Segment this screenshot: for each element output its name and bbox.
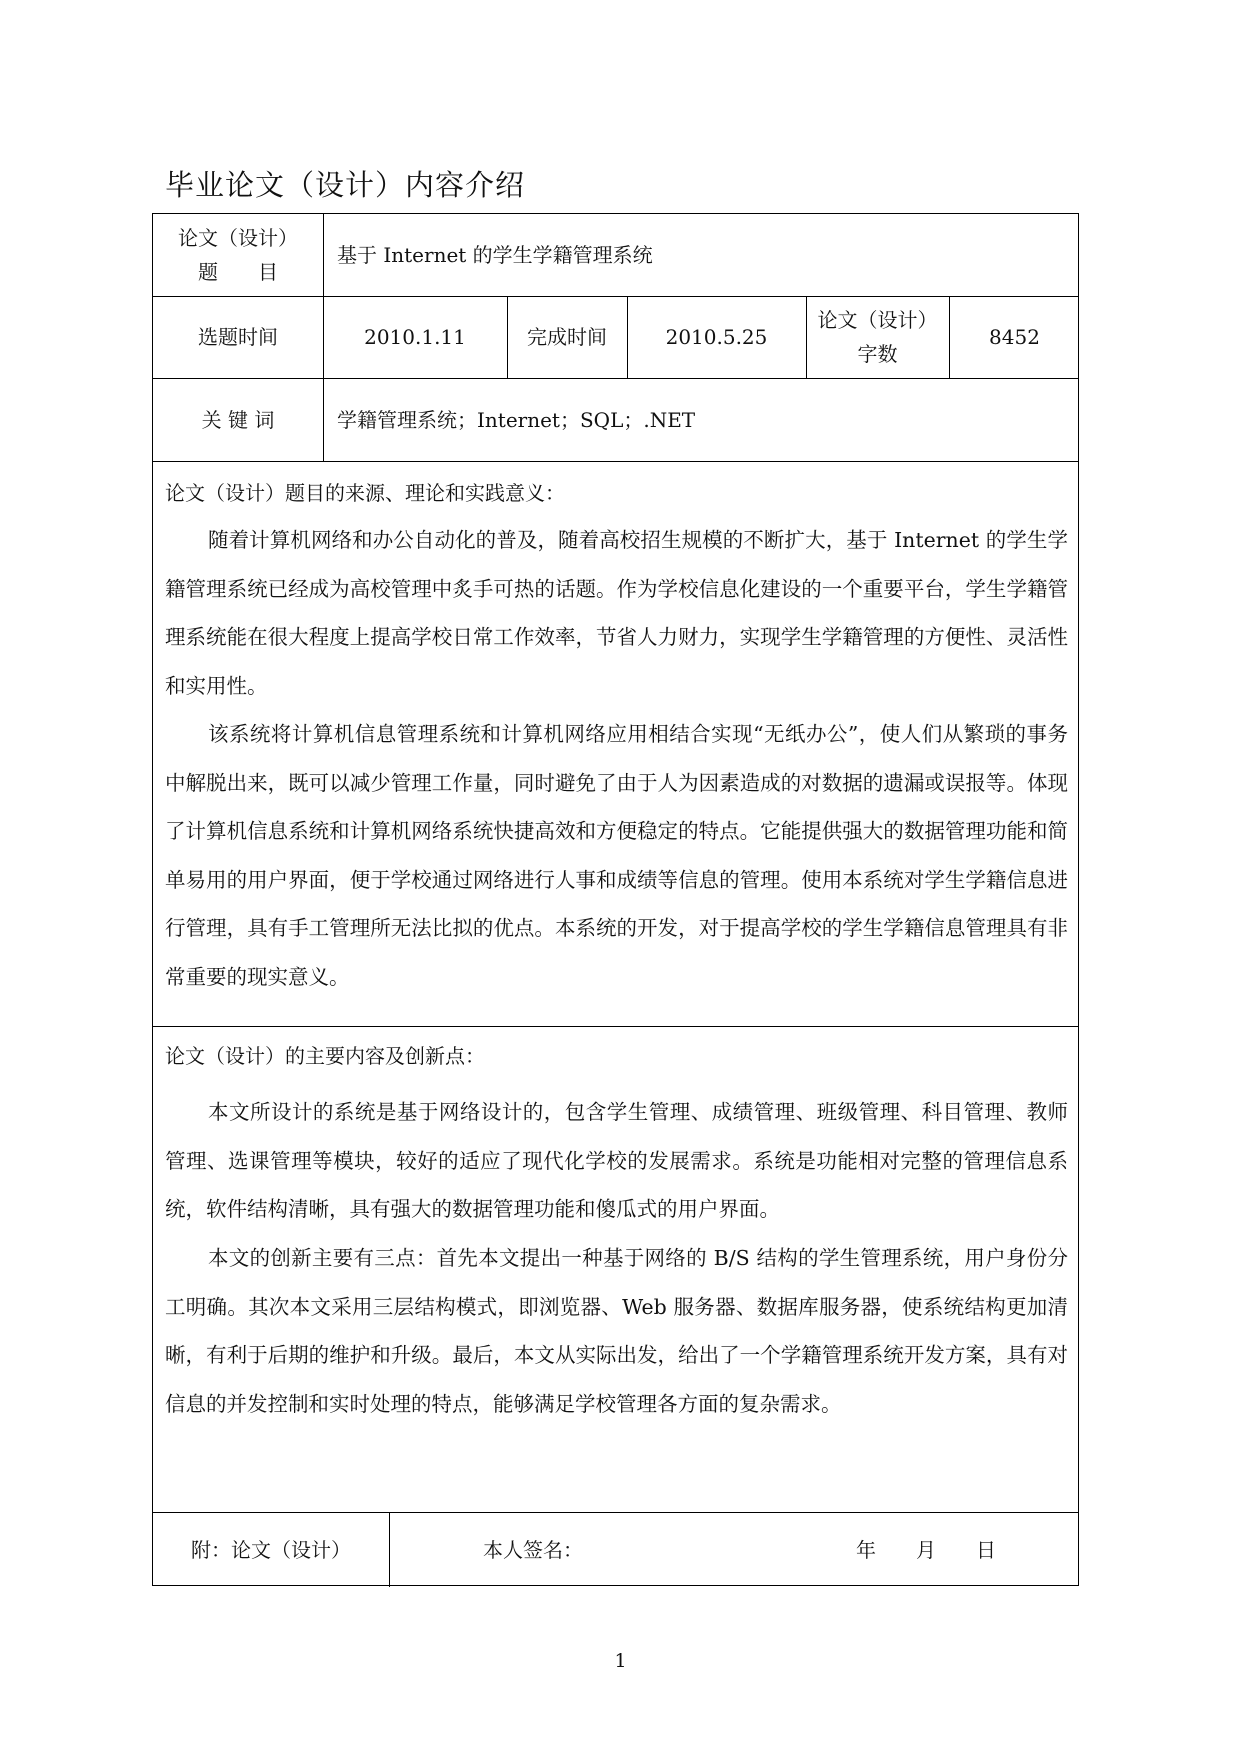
row-divider [153,1026,1078,1027]
source-section-title: 论文（设计）题目的来源、理论和实践意义： [165,481,565,505]
content-paragraph: 本文所设计的系统是基于网络设计的，包含学生管理、成绩管理、班级管理、科目管理、教师管理、选课管理等模块，较好的适应了现代化学校的发展需求。系统是功能相对完整的管理信息系统，软件结构清晰，具有强大的数据管理功能和傻瓜式的用户界面。 [165,1100,1068,1221]
word-count-label-line1: 论文（设计） [817,308,938,332]
title-label-cell [153,214,323,296]
attachment-label: 附：论文（设计） [191,1537,351,1562]
start-date-value: 2010.1.11 [364,325,466,349]
signature-date: 年 月 日 [856,1537,996,1562]
word-count-label-line2: 字数 [857,342,898,366]
title-label-line2: 题 目 [198,260,278,284]
word-count-value: 8452 [989,325,1040,349]
signature-label: 本人签名： [483,1537,583,1562]
page-number: 1 [614,1650,627,1672]
thesis-title: 基于 Internet 的学生学籍管理系统 [337,243,653,267]
start-date-label: 选题时间 [198,325,278,349]
word-count-label-cell [806,296,949,378]
source-paragraph: 随着计算机网络和办公自动化的普及，随着高校招生规模的不断扩大，基于 Internet 的学生学籍管理系统已经成为高校管理中炙手可热的话题。作为学校信息化建设的一个重要平台，学生学籍管理系统能在很大程度上提高学校日常工作效率，节省人力财力，实现学生学籍管理的方便性、灵活性和实用性。 [165,528,1068,698]
content-paragraph: 本文的创新主要有三点：首先本文提出一种基于网络的 B/S 结构的学生管理系统，用户身份分工明确。其次本文采用三层结构模式，即浏览器、Web 服务器、数据库服务器，使系统结构更加清晰，有利于后期的维护和升级。最后，本文从实际出发，给出了一个学籍管理系统开发方案，具有对信息的并发控制和实时处理的特点，能够满足学校管理各方面的复杂需求。 [165,1246,1068,1416]
page-title: 毕业论文（设计）内容介绍 [165,168,526,202]
finish-date-label: 完成时间 [527,325,607,349]
content-section-title: 论文（设计）的主要内容及创新点： [165,1044,485,1068]
title-value-cell [337,214,1057,296]
column-divider [389,1512,390,1587]
keywords-label: 关 键 词 [201,407,275,432]
title-label-line1: 论文（设计） [178,226,298,250]
source-paragraph: 该系统将计算机信息管理系统和计算机网络应用相结合实现“无纸办公”，使人们从繁琐的事务中解脱出来，既可以减少管理工作量，同时避免了由于人为因素造成的对数据的遗漏或误报等。体现了计算机信息系统和计算机网络系统快捷高效和方便稳定的特点。它能提供强大的数据管理功能和简单易用的用户界面，便于学校通过网络进行人事和成绩等信息的管理。使用本系统对学生学籍信息进行管理，具有手工管理所无法比拟的优点。本系统的开发，对于提高学校的学生学籍信息管理具有非常重要的现实意义。 [165,722,1068,989]
row-divider [153,461,1078,462]
content-table [152,213,1079,1586]
finish-date-value: 2010.5.25 [665,325,768,349]
keywords-value: 学籍管理系统；Internet；SQL；.NET [337,407,696,432]
